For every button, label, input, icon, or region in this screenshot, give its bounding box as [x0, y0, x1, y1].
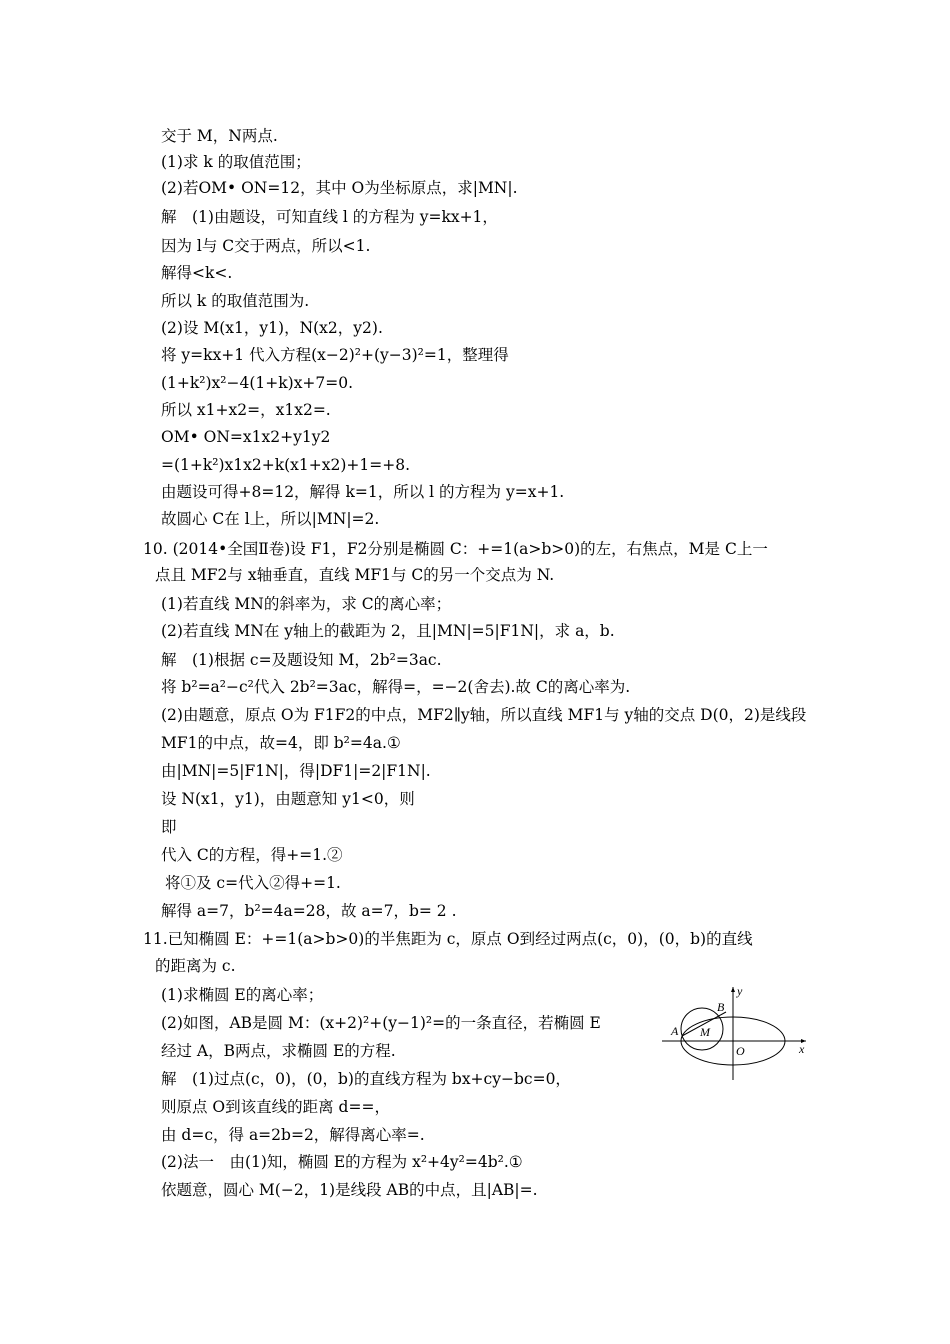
- text-line: (2)设 M(x1，y1)，N(x2，y2).: [161, 319, 383, 337]
- text-line: (1)求 k 的取值范围；: [161, 153, 311, 171]
- text-line: 故圆心 C在 l上，所以|MN|=2.: [161, 510, 380, 528]
- text-line: 所以 k 的取值范围为.: [161, 292, 310, 310]
- text-line: 解 (1)根据 c=及题设知 M，2b²=3ac.: [161, 651, 442, 669]
- text-line: (2)若OM• ON=12，其中 O为坐标原点，求|MN|.: [161, 179, 518, 197]
- y-axis-label: y: [737, 984, 743, 998]
- text-line: (1+k²)x²−4(1+k)x+7=0.: [161, 374, 354, 392]
- text-line: =(1+k²)x1x2+k(x1+x2)+1=+8.: [161, 456, 411, 474]
- point-b-label: B: [717, 1000, 725, 1014]
- text-line: 将①及 c=代入②得+=1.: [165, 874, 341, 892]
- text-line: (2)由题意，原点 O为 F1F2的中点，MF2∥y轴，所以直线 MF1与 y轴的交点 D(0，2)是线段: [161, 706, 807, 724]
- text-line: MF1的中点，故=4，即 b²=4a.①: [161, 734, 401, 752]
- text-line: 由 d=c，得 a=2b=2，解得离心率=.: [161, 1126, 425, 1144]
- text-line: (2)法一 由(1)知，椭圆 E的方程为 x²+4y²=4b².①: [161, 1153, 523, 1171]
- text-line: 解得 a=7，b²=4a=28，故 a=7，b= 2 .: [161, 902, 457, 920]
- problem-11-heading: 11.已知椭圆 E：+=1(a>b>0)的半焦距为 c，原点 O到经过两点(c，0)，(0，b)的直线: [143, 930, 753, 948]
- text-line: (1)若直线 MN的斜率为，求 C的离心率；: [161, 595, 452, 613]
- text-line: 因为 l与 C交于两点，所以<1.: [161, 237, 371, 255]
- problem-10-heading: 10. (2014•全国Ⅱ卷)设 F1，F2分别是椭圆 C：+=1(a>b>0)的左，右焦点，M是 C上一: [143, 540, 768, 558]
- text-line: 由题设可得+8=12，解得 k=1，所以 l 的方程为 y=x+1.: [161, 483, 565, 501]
- text-line: 点且 MF2与 x轴垂直，直线 MF1与 C的另一个交点为 N.: [155, 566, 555, 584]
- text-line: 经过 A，B两点，求椭圆 E的方程.: [161, 1042, 396, 1060]
- text-line: 解 (1)由题设，可知直线 l 的方程为 y=kx+1，: [161, 208, 498, 226]
- text-line: 即: [161, 818, 177, 836]
- text-line: 由|MN|=5|F1N|，得|DF1|=2|F1N|.: [161, 762, 431, 780]
- text-line: 设 N(x1，y1)，由题意知 y1<0，则: [161, 790, 415, 808]
- text-line: 代入 C的方程，得+=1.②: [161, 846, 343, 864]
- x-axis-label: x: [799, 1042, 805, 1056]
- y-axis-arrow: [731, 987, 735, 992]
- text-line: 将 b²=a²−c²代入 2b²=3ac，解得=，=−2(舍去).故 C的离心率为.: [161, 678, 631, 696]
- text-line: (1)求椭圆 E的离心率；: [161, 986, 324, 1004]
- text-line: 的距离为 c.: [155, 957, 236, 975]
- text-line: 解得<k<.: [161, 264, 233, 282]
- ellipse-circle-figure: [660, 984, 810, 1084]
- text-line: (2)若直线 MN在 y轴上的截距为 2，且|MN|=5|F1N|，求 a，b.: [161, 622, 615, 640]
- text-line: 交于 M，N两点.: [161, 127, 278, 145]
- point-a-label: A: [671, 1024, 679, 1038]
- origin-o-label: O: [736, 1044, 745, 1058]
- point-m-label: M: [700, 1025, 710, 1039]
- text-line: OM• ON=x1x2+y1y2: [161, 428, 331, 446]
- text-line: 解 (1)过点(c，0)，(0，b)的直线方程为 bx+cy−bc=0，: [161, 1070, 571, 1088]
- text-line: 依题意，圆心 M(−2，1)是线段 AB的中点，且|AB|=.: [161, 1181, 538, 1199]
- text-line: (2)如图，AB是圆 M：(x+2)²+(y−1)²=的一条直径，若椭圆 E: [161, 1014, 601, 1032]
- text-line: 则原点 O到该直线的距离 d==，: [161, 1098, 390, 1116]
- text-line: 将 y=kx+1 代入方程(x−2)²+(y−3)²=1，整理得: [161, 346, 509, 364]
- text-line: 所以 x1+x2=，x1x2=.: [161, 401, 331, 419]
